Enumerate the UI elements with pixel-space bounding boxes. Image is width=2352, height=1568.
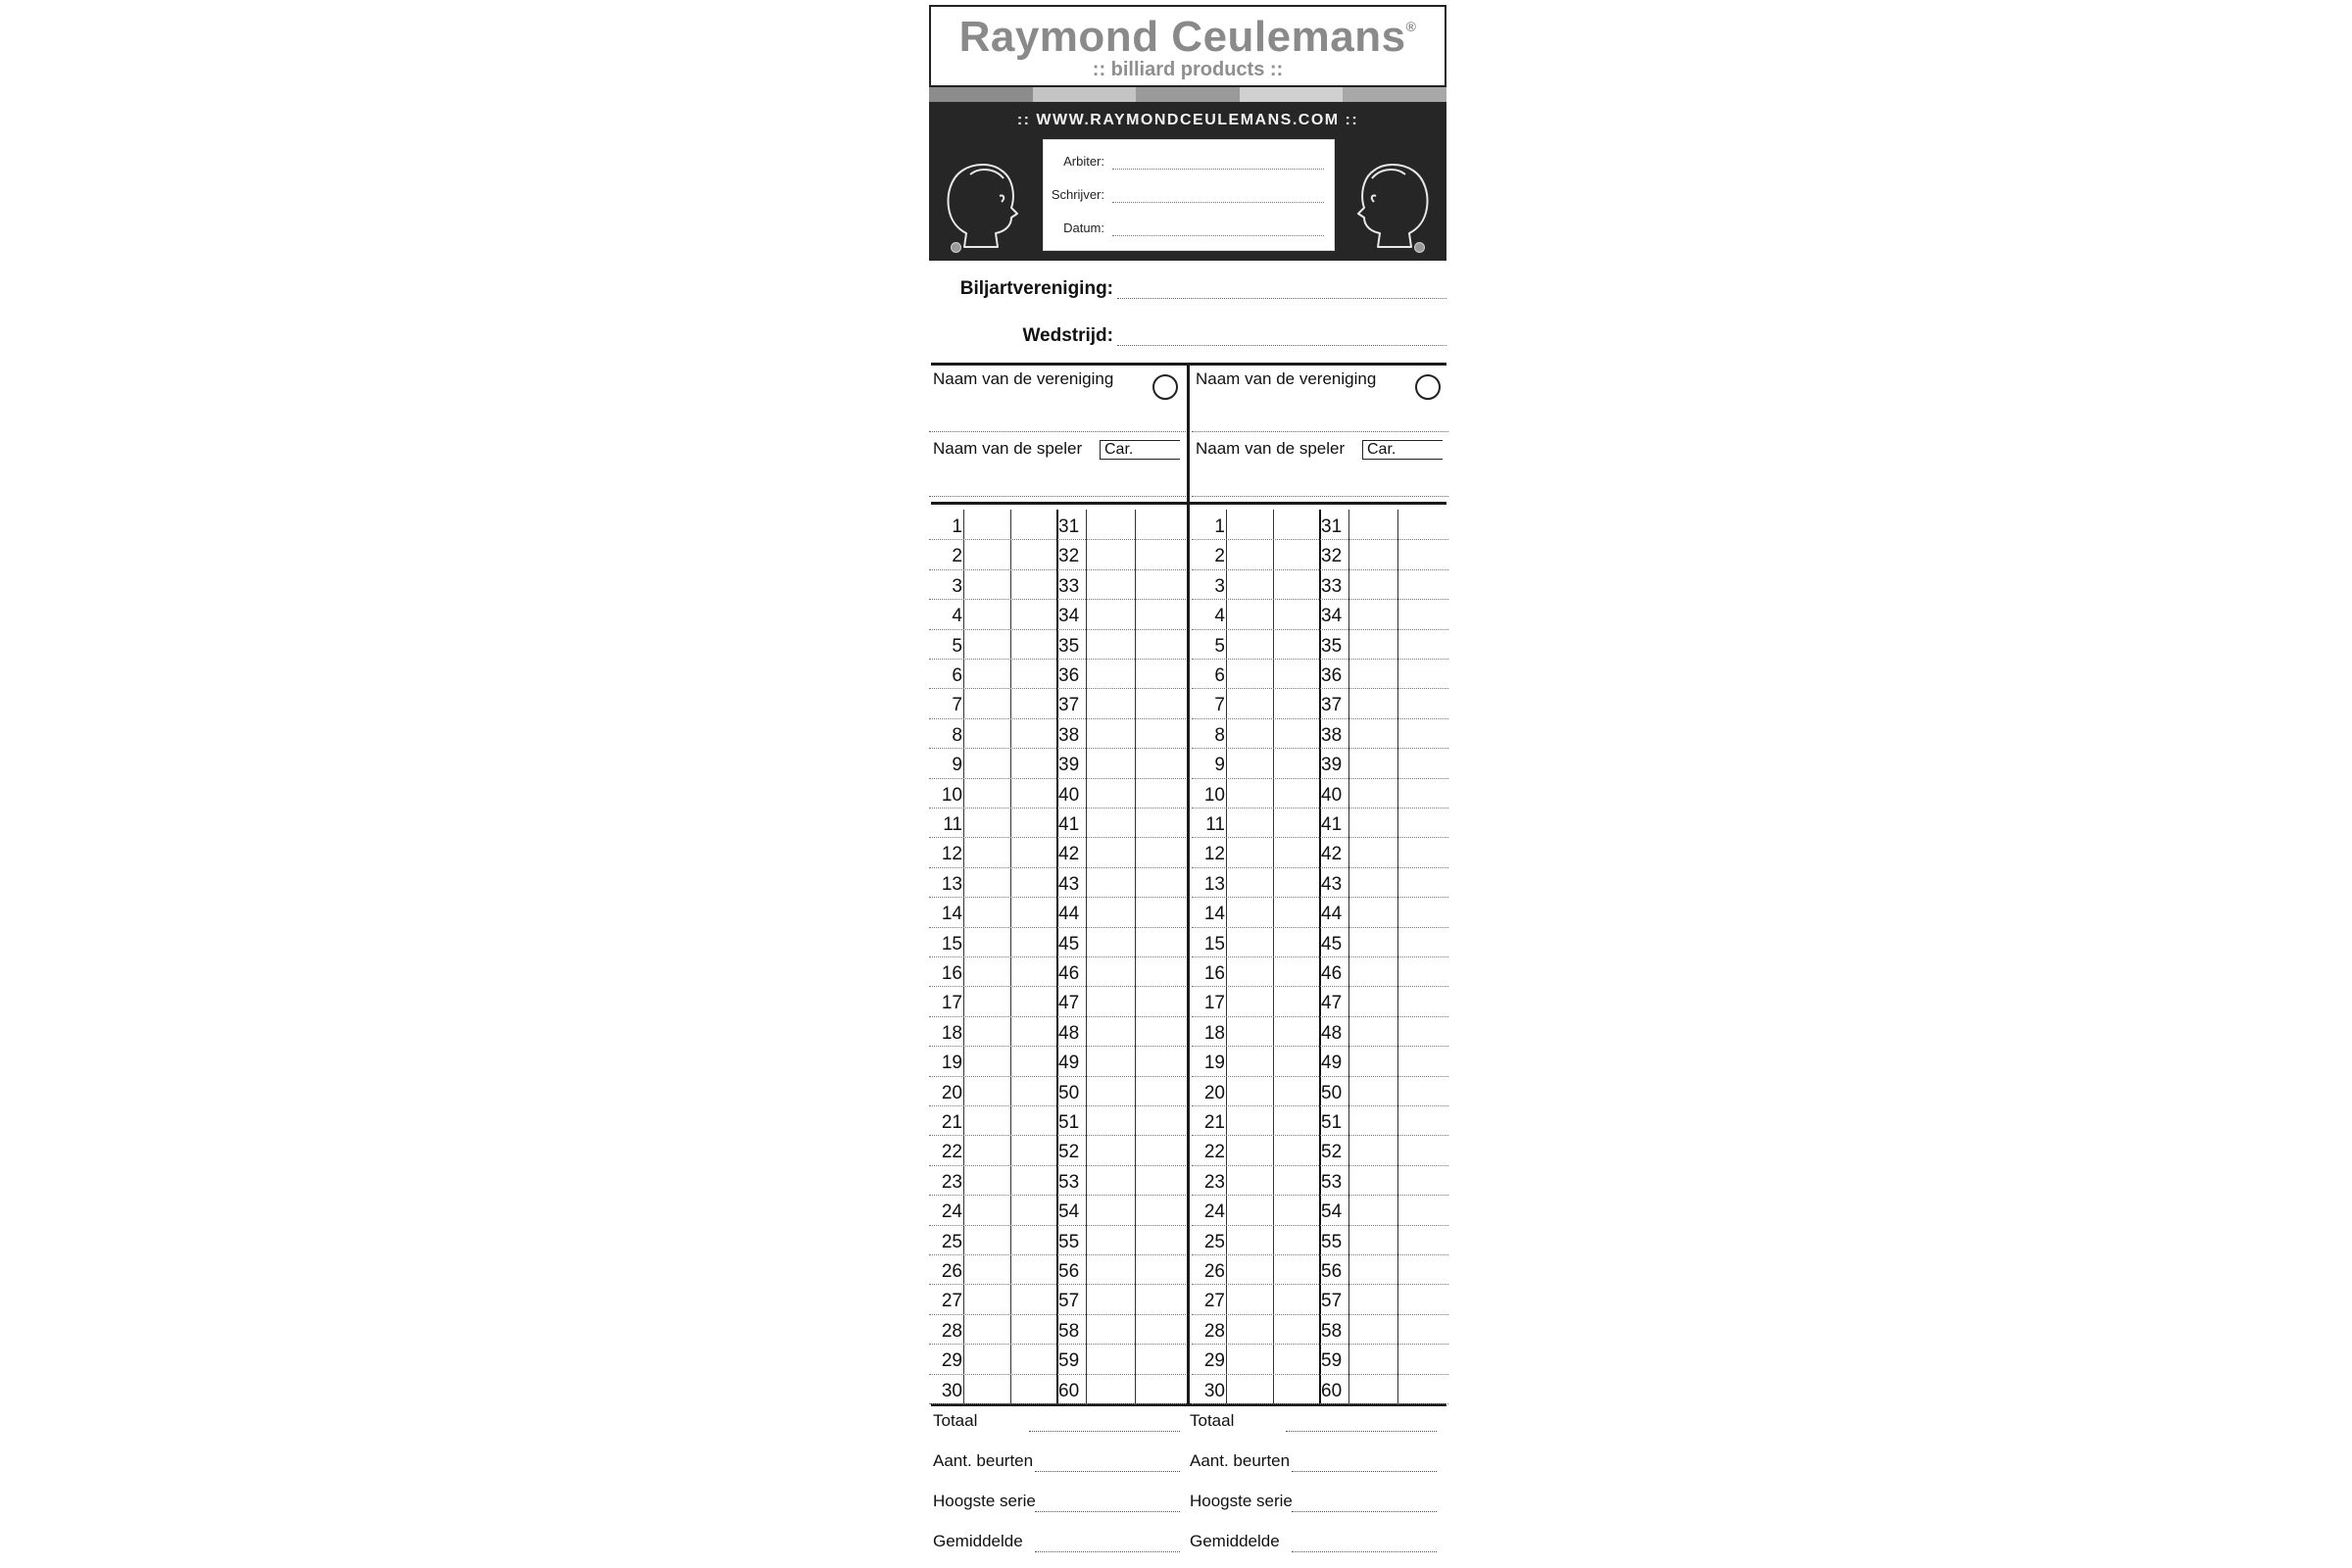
score-row[interactable]: [1192, 1374, 1448, 1404]
inning-number: 1: [1214, 516, 1225, 537]
scorecard: [929, 0, 1450, 1568]
score-row[interactable]: [929, 1135, 1186, 1165]
score-row[interactable]: [1192, 1225, 1448, 1255]
inning-number: 50: [1058, 1082, 1080, 1103]
score-row[interactable]: [1192, 659, 1448, 689]
inning-number: 45: [1058, 933, 1080, 955]
inning-number: 53: [1058, 1171, 1080, 1193]
score-row[interactable]: [929, 539, 1186, 569]
totals-row[interactable]: [929, 1411, 1186, 1439]
inning-number: 44: [1321, 904, 1343, 925]
inning-number: 36: [1321, 665, 1343, 686]
inning-number: 20: [1203, 1082, 1225, 1103]
player-section-right: [1192, 367, 1448, 504]
score-row[interactable]: [929, 778, 1186, 808]
caramboles-field[interactable]: Car.: [1100, 440, 1180, 460]
match-row[interactable]: [929, 325, 1446, 355]
inning-number: 56: [1321, 1261, 1343, 1282]
club-name-field[interactable]: [1192, 431, 1448, 432]
totals-row[interactable]: [1186, 1532, 1443, 1559]
inning-number: 4: [1214, 606, 1225, 627]
score-row[interactable]: [1192, 748, 1448, 778]
inning-number: 17: [1203, 993, 1225, 1014]
inning-number: 51: [1058, 1112, 1080, 1133]
player-section-left: [929, 367, 1186, 504]
totals-label: Aant. beurten: [933, 1451, 1034, 1470]
totals-label: Aant. beurten: [1190, 1451, 1291, 1470]
inning-number: 1: [952, 516, 962, 537]
totals-label: Totaal: [933, 1411, 978, 1430]
inning-number: 58: [1058, 1320, 1080, 1342]
inning-number: 15: [941, 933, 962, 955]
inning-number: 19: [941, 1053, 962, 1074]
score-row[interactable]: [929, 748, 1186, 778]
inning-number: 59: [1321, 1350, 1343, 1372]
inning-number: 33: [1058, 575, 1080, 597]
score-row[interactable]: [1192, 539, 1448, 569]
inning-number: 56: [1058, 1261, 1080, 1282]
totals-row[interactable]: [1186, 1411, 1443, 1439]
inning-number: 37: [1321, 695, 1343, 716]
decorative-dot: [1414, 242, 1425, 253]
inning-number: 18: [1203, 1022, 1225, 1044]
club-name-label: Naam van de vereniging: [1196, 369, 1377, 388]
inning-number: 43: [1058, 873, 1080, 895]
inning-number: 47: [1321, 993, 1343, 1014]
totals-row[interactable]: [1186, 1492, 1443, 1519]
inning-number: 23: [941, 1171, 962, 1193]
score-row[interactable]: [929, 1165, 1186, 1196]
club-row[interactable]: [929, 278, 1446, 308]
score-row[interactable]: [929, 629, 1186, 660]
score-row[interactable]: [1192, 629, 1448, 660]
inning-number: 4: [952, 606, 962, 627]
player-head-icon: [1352, 157, 1435, 255]
score-row[interactable]: [1192, 688, 1448, 718]
score-row[interactable]: [929, 1195, 1186, 1225]
totals-field[interactable]: [1035, 1511, 1180, 1512]
inning-number: 44: [1058, 904, 1080, 925]
score-row[interactable]: [929, 1314, 1186, 1345]
club-label: Biljartvereniging:: [959, 278, 1113, 299]
scorer-row[interactable]: [1044, 187, 1330, 207]
stripe-segment: [1136, 87, 1240, 102]
stripe-segment: [1033, 87, 1137, 102]
arbiter-label: Arbiter:: [1063, 154, 1104, 169]
inning-number: 33: [1321, 575, 1343, 597]
totals-label: Gemiddelde: [1190, 1532, 1280, 1550]
inning-number: 58: [1321, 1320, 1343, 1342]
inning-number: 31: [1321, 516, 1343, 537]
caramboles-field[interactable]: Car.: [1362, 440, 1443, 460]
inning-number: 14: [1203, 904, 1225, 925]
inning-number: 16: [941, 963, 962, 984]
score-row[interactable]: [1192, 510, 1448, 540]
inning-number: 3: [1214, 575, 1225, 597]
inning-number: 41: [1321, 814, 1343, 835]
score-row[interactable]: [929, 1016, 1186, 1047]
score-row[interactable]: [929, 1076, 1186, 1106]
player-name-label: Naam van de speler: [933, 439, 1083, 458]
inning-number: 13: [1203, 873, 1225, 895]
totals-row[interactable]: [1186, 1451, 1443, 1479]
score-row[interactable]: [929, 986, 1186, 1016]
inning-number: 35: [1058, 635, 1080, 657]
inning-number: 15: [1203, 933, 1225, 955]
score-row[interactable]: [1192, 808, 1448, 838]
inning-number: 10: [941, 784, 962, 806]
score-row[interactable]: [1192, 1046, 1448, 1076]
player-head-icon: [941, 157, 1023, 255]
inning-number: 49: [1058, 1053, 1080, 1074]
score-row[interactable]: [1192, 837, 1448, 867]
score-row[interactable]: [929, 569, 1186, 600]
inning-number: 26: [941, 1261, 962, 1282]
website-url: :: WWW.RAYMONDCEULEMANS.COM ::: [1016, 112, 1359, 128]
inning-number: 46: [1321, 963, 1343, 984]
inning-number: 5: [952, 635, 962, 657]
score-row[interactable]: [929, 659, 1186, 689]
inning-number: 13: [941, 873, 962, 895]
inning-number: 54: [1321, 1201, 1343, 1223]
inning-number: 39: [1321, 755, 1343, 776]
inning-number: 39: [1058, 755, 1080, 776]
score-row[interactable]: [929, 718, 1186, 749]
score-row[interactable]: [1192, 897, 1448, 927]
inning-number: 47: [1058, 993, 1080, 1014]
inning-number: 32: [1058, 546, 1080, 567]
totals-row[interactable]: [929, 1532, 1186, 1559]
inning-number: 7: [952, 695, 962, 716]
club-name-label: Naam van de vereniging: [933, 369, 1114, 388]
inning-number: 34: [1058, 606, 1080, 627]
score-row[interactable]: [929, 956, 1186, 987]
brand-subtitle: :: billiard products ::: [1092, 59, 1284, 80]
score-row[interactable]: [1192, 1314, 1448, 1345]
inning-number: 19: [1203, 1053, 1225, 1074]
totals-section-left: [929, 1411, 1186, 1558]
inning-number: 45: [1321, 933, 1343, 955]
brand-header: [929, 5, 1446, 87]
inning-number: 27: [1203, 1291, 1225, 1312]
score-row[interactable]: [929, 1225, 1186, 1255]
scorer-field[interactable]: [1112, 202, 1324, 203]
inning-number: 38: [1321, 724, 1343, 746]
inning-number: 36: [1058, 665, 1080, 686]
inning-number: 22: [1203, 1142, 1225, 1163]
inning-number: 16: [1203, 963, 1225, 984]
inning-number: 55: [1321, 1231, 1343, 1252]
inning-number: 12: [941, 844, 962, 865]
break-circle[interactable]: [1152, 374, 1178, 400]
inning-number: 60: [1058, 1380, 1080, 1401]
inning-number: 53: [1321, 1171, 1343, 1193]
inning-number: 41: [1058, 814, 1080, 835]
inning-number: 40: [1321, 784, 1343, 806]
score-row[interactable]: [1192, 1135, 1448, 1165]
inning-number: 54: [1058, 1201, 1080, 1223]
inning-number: 24: [941, 1201, 962, 1223]
inning-number: 9: [952, 755, 962, 776]
inning-number: 57: [1321, 1291, 1343, 1312]
score-row[interactable]: [1192, 1195, 1448, 1225]
inning-number: 3: [952, 575, 962, 597]
score-grid-left: [929, 510, 1186, 1405]
inning-number: 8: [1214, 724, 1225, 746]
inning-number: 23: [1203, 1171, 1225, 1193]
inning-number: 8: [952, 724, 962, 746]
inning-number: 22: [941, 1142, 962, 1163]
score-row[interactable]: [1192, 867, 1448, 898]
score-row[interactable]: [1192, 1105, 1448, 1136]
totals-field[interactable]: [1035, 1551, 1180, 1552]
score-row[interactable]: [1192, 1344, 1448, 1374]
officials-band: [929, 102, 1446, 261]
inning-number: 49: [1321, 1053, 1343, 1074]
score-row[interactable]: [929, 1254, 1186, 1285]
inning-number: 60: [1321, 1380, 1343, 1401]
score-row[interactable]: [1192, 1016, 1448, 1047]
score-row[interactable]: [1192, 569, 1448, 600]
score-row[interactable]: [1192, 1254, 1448, 1285]
inning-number: 10: [1203, 784, 1225, 806]
score-row[interactable]: [1192, 1284, 1448, 1314]
score-row[interactable]: [1192, 927, 1448, 957]
score-row[interactable]: [929, 1105, 1186, 1136]
score-row[interactable]: [929, 599, 1186, 629]
registered-mark: ®: [1405, 19, 1417, 34]
center-divider: [1187, 363, 1190, 1405]
inning-number: 37: [1058, 695, 1080, 716]
inning-number: 5: [1214, 635, 1225, 657]
inning-number: 26: [1203, 1261, 1225, 1282]
inning-number: 6: [952, 665, 962, 686]
date-label: Datum:: [1063, 220, 1104, 235]
stripe-segment: [929, 87, 1033, 102]
inning-number: 48: [1058, 1022, 1080, 1044]
totals-label: Gemiddelde: [933, 1532, 1023, 1550]
totals-field[interactable]: [1292, 1511, 1437, 1512]
inning-number: 40: [1058, 784, 1080, 806]
club-field[interactable]: [1117, 298, 1446, 299]
player-name-field[interactable]: [929, 496, 1186, 497]
score-row[interactable]: [1192, 1076, 1448, 1106]
inning-number: 27: [941, 1291, 962, 1312]
inning-number: 11: [1205, 814, 1225, 835]
totals-row[interactable]: [929, 1492, 1186, 1519]
officials-box: [1043, 139, 1335, 251]
inning-number: 25: [941, 1231, 962, 1252]
date-field[interactable]: [1112, 235, 1324, 236]
match-field[interactable]: [1117, 345, 1446, 346]
score-row[interactable]: [929, 927, 1186, 957]
player-name-label: Naam van de speler: [1196, 439, 1346, 458]
inning-number: 35: [1321, 635, 1343, 657]
score-row[interactable]: [929, 688, 1186, 718]
scorer-label: Schrijver:: [1051, 187, 1104, 202]
match-label: Wedstrijd:: [1022, 325, 1113, 346]
inning-number: 7: [1214, 695, 1225, 716]
inning-number: 34: [1321, 606, 1343, 627]
inning-number: 24: [1203, 1201, 1225, 1223]
inning-number: 52: [1058, 1142, 1080, 1163]
totals-label: Totaal: [1190, 1411, 1235, 1430]
totals-label: Hoogste serie: [933, 1492, 1036, 1510]
score-row[interactable]: [1192, 778, 1448, 808]
totals-field[interactable]: [1286, 1431, 1437, 1432]
inning-number: 20: [941, 1082, 962, 1103]
arbiter-row[interactable]: [1044, 154, 1330, 173]
decorative-stripe: [929, 87, 1446, 102]
player-name-field[interactable]: [1192, 496, 1448, 497]
totals-label: Hoogste serie: [1190, 1492, 1293, 1510]
brand-name: Raymond Ceulemans®: [958, 13, 1417, 61]
totals-row[interactable]: [929, 1451, 1186, 1479]
inning-number: 43: [1321, 873, 1343, 895]
inning-number: 38: [1058, 724, 1080, 746]
inning-number: 30: [941, 1380, 962, 1401]
totals-field[interactable]: [1029, 1431, 1180, 1432]
inning-number: 28: [1203, 1320, 1225, 1342]
score-row[interactable]: [929, 1284, 1186, 1314]
inning-number: 59: [1058, 1350, 1080, 1372]
inning-number: 30: [1203, 1380, 1225, 1401]
score-row[interactable]: [929, 1046, 1186, 1076]
inning-number: 21: [941, 1112, 962, 1133]
inning-number: 9: [1214, 755, 1225, 776]
inning-number: 52: [1321, 1142, 1343, 1163]
decorative-dot: [951, 242, 961, 253]
score-row[interactable]: [929, 837, 1186, 867]
inning-number: 2: [1214, 546, 1225, 567]
inning-number: 57: [1058, 1291, 1080, 1312]
inning-number: 55: [1058, 1231, 1080, 1252]
inning-number: 18: [941, 1022, 962, 1044]
score-row[interactable]: [929, 867, 1186, 898]
arbiter-field[interactable]: [1112, 169, 1324, 170]
inning-number: 2: [952, 546, 962, 567]
inning-number: 29: [941, 1350, 962, 1372]
inning-number: 12: [1203, 844, 1225, 865]
score-row[interactable]: [1192, 956, 1448, 987]
inning-number: 31: [1058, 516, 1080, 537]
stripe-segment: [1343, 87, 1446, 102]
score-row[interactable]: [929, 808, 1186, 838]
score-row[interactable]: [1192, 599, 1448, 629]
inning-number: 14: [941, 904, 962, 925]
score-row[interactable]: [1192, 986, 1448, 1016]
score-row[interactable]: [929, 1374, 1186, 1404]
inning-number: 42: [1058, 844, 1080, 865]
score-row[interactable]: [929, 897, 1186, 927]
break-circle[interactable]: [1415, 374, 1441, 400]
score-row[interactable]: [1192, 1165, 1448, 1196]
score-row[interactable]: [929, 510, 1186, 540]
inning-number: 50: [1321, 1082, 1343, 1103]
stripe-segment: [1240, 87, 1344, 102]
date-row[interactable]: [1044, 220, 1330, 240]
score-row[interactable]: [929, 1344, 1186, 1374]
club-name-field[interactable]: [929, 431, 1186, 432]
inning-number: 51: [1321, 1112, 1343, 1133]
inning-number: 46: [1058, 963, 1080, 984]
score-row[interactable]: [1192, 718, 1448, 749]
inning-number: 6: [1214, 665, 1225, 686]
inning-number: 11: [943, 814, 962, 835]
inning-number: 28: [941, 1320, 962, 1342]
inning-number: 25: [1203, 1231, 1225, 1252]
totals-field[interactable]: [1292, 1471, 1437, 1472]
totals-section-right: [1186, 1411, 1443, 1558]
totals-field[interactable]: [1292, 1551, 1437, 1552]
inning-number: 17: [941, 993, 962, 1014]
inning-number: 29: [1203, 1350, 1225, 1372]
inning-number: 48: [1321, 1022, 1343, 1044]
inning-number: 32: [1321, 546, 1343, 567]
inning-number: 42: [1321, 844, 1343, 865]
totals-field[interactable]: [1035, 1471, 1180, 1472]
score-grid-right: [1192, 510, 1448, 1405]
inning-number: 21: [1203, 1112, 1225, 1133]
